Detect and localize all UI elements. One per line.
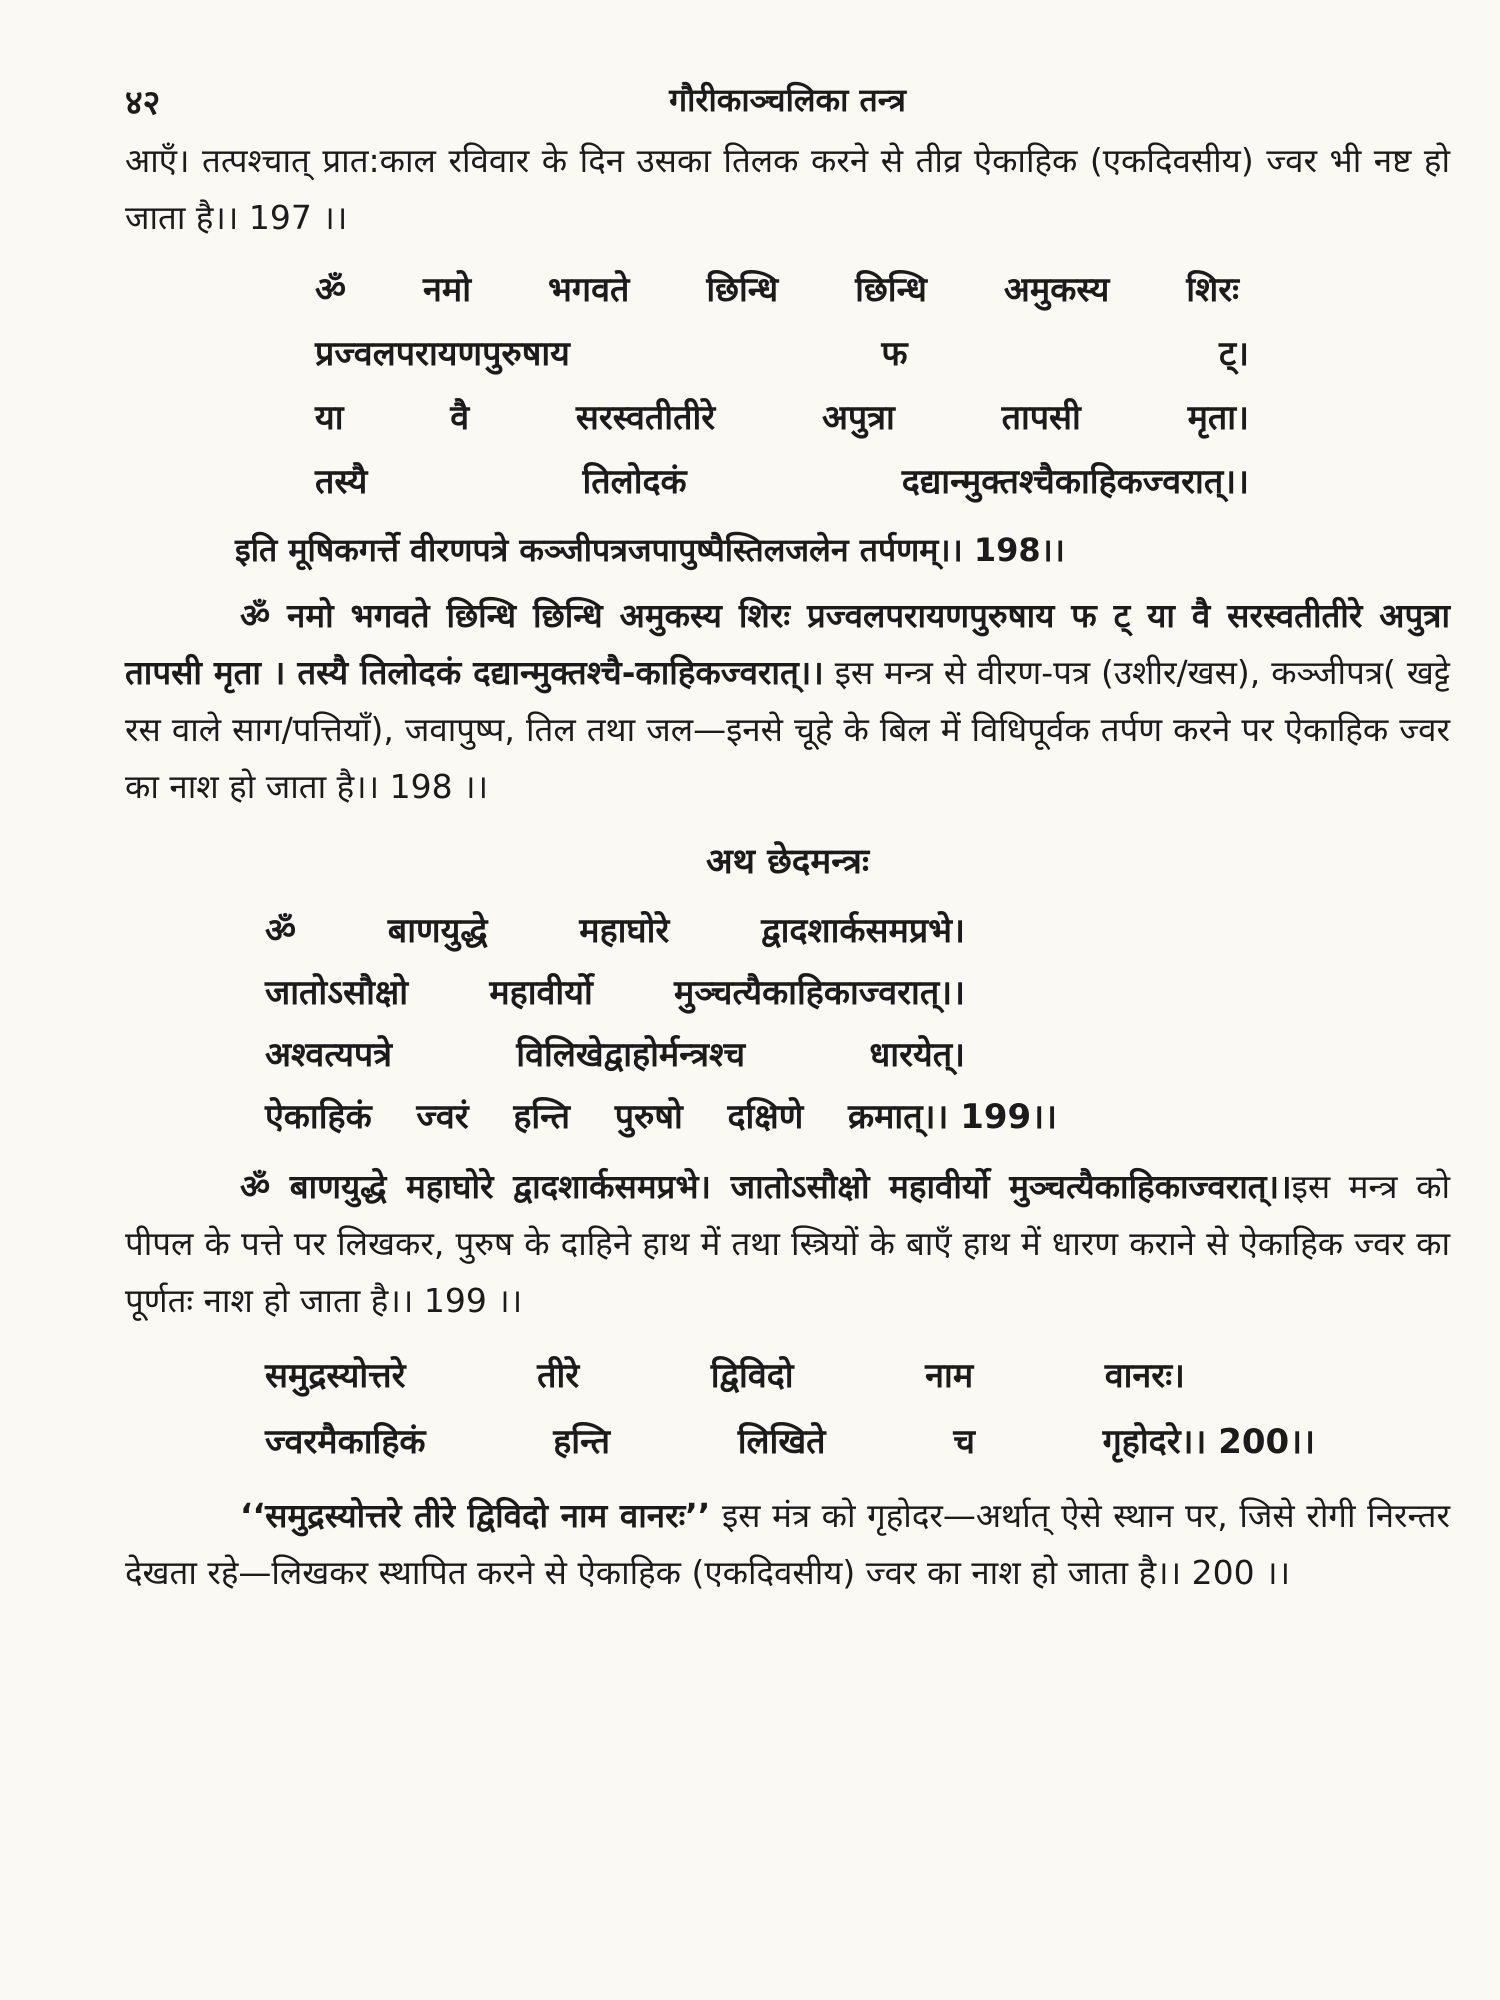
verse-block-2 (125, 900, 1450, 1148)
page-header (125, 78, 1450, 130)
verse-word: द्विविदो (710, 1356, 794, 1396)
page-number: ४२ (125, 83, 161, 123)
verse-word: क्रमात्।। 199।। (847, 1097, 1057, 1137)
verse-word: विलिखेद्वाहोर्मन्त्रश्च (516, 1035, 746, 1075)
paragraph-199 (125, 1158, 1450, 1329)
verse-block-1 (125, 258, 1450, 514)
verse-word: फ (881, 334, 908, 374)
verse-word: समुद्रस्योत्तरे (265, 1356, 406, 1396)
verse-word: तापसी (1001, 398, 1081, 438)
verse-word: पुरुषो (614, 1097, 683, 1137)
verse-1-line-1 (315, 258, 1239, 322)
verse-word: धारयेत्। (869, 1035, 965, 1075)
verse-word: जातोऽसौक्षो (265, 973, 409, 1013)
verse-word: तीरे (537, 1356, 580, 1396)
verse-word: सरस्वतीतीरे (575, 398, 716, 438)
verse-word: भगवते (548, 270, 630, 310)
verse-3-line-1 (265, 1343, 1185, 1409)
verse-word: च (953, 1422, 975, 1462)
verse-word: शिरः (1186, 270, 1239, 310)
verse-word: छिन्धि (855, 270, 927, 310)
verse-2-line-3 (265, 1024, 965, 1086)
verse-word: अपुत्रा (821, 398, 895, 438)
mantra-text: ‘‘समुद्रस्योत्तरे तीरे द्विविदो नाम वानरः’’ (240, 1496, 711, 1535)
verse-2-line-1 (265, 900, 965, 962)
verse-word: या (315, 398, 344, 438)
running-title: गौरीकाञ्चलिका तन्त्र (669, 81, 906, 119)
verse-word: अश्वत्यपत्रे (265, 1035, 392, 1075)
verse-word: नमो (423, 270, 472, 310)
verse-word: ऐकाहिकं (265, 1097, 372, 1137)
verse-word: लिखिते (737, 1422, 826, 1462)
verse-word: ज्वरमैकाहिकं (265, 1422, 426, 1462)
book-page (125, 78, 1450, 1601)
mantra-text: ॐ बाणयुद्धे महाघोरे द्वादशार्कसमप्रभे। जातोऽसौक्षो महावीर्यो मुञ्चत्यैकाहिकाज्वरात्।। (240, 1167, 1292, 1206)
verse-word: नाम (925, 1356, 974, 1396)
verse-word: दद्यान्मुक्तश्चैकाहिकज्वरात्।। (901, 462, 1249, 502)
verse-3-line-2 (265, 1409, 1315, 1475)
verse-1-line-2 (315, 322, 1249, 386)
verse-word: वानरः। (1104, 1356, 1185, 1396)
verse-word: ज्वरं (416, 1097, 469, 1137)
paragraph-197: आएँ। तत्पश्चात् प्रात:काल रविवार के दिन उसका तिलक करने से तीव्र ऐकाहिक (एकदिवसीय) ज्वर भी नष्ट हो जाता है।। 197 ।। (125, 141, 1450, 237)
verse-word: द्वादशार्कसमप्रभे। (761, 911, 965, 951)
verse-word: अमुकस्य (1003, 270, 1110, 310)
verse-word: ॐ (315, 270, 347, 310)
verse-1-line-3 (315, 386, 1249, 450)
verse-block-3 (125, 1343, 1450, 1475)
verse-word: हन्ति (513, 1097, 571, 1137)
paragraph-text: इस मन्त्र से वीरण-पत्र (उशीर/खस), कञ्जीपत्र( खट्टे रस वाले साग/पत्तियाँ), जवापुष्प, तिल तथा जल—इनसे चूहे के बिल में विधिपूर्वक तर्पण करने पर ऐकाहिक ज्वर का नाश हो जाता है।। 198 ।। (125, 653, 1450, 806)
verse-word: छिन्धि (706, 270, 779, 310)
verse-word: महावीर्यो (489, 973, 593, 1013)
paragraph-198 (125, 587, 1450, 815)
verse-word: दक्षिणे (727, 1097, 804, 1137)
verse-2-line-4 (265, 1086, 1057, 1148)
verse-2-line-2 (265, 962, 965, 1024)
verse-word: गृहोदरे।। 200।। (1102, 1422, 1315, 1462)
verse-word: महाघोरे (579, 911, 670, 951)
verse-word: तस्यै (315, 462, 368, 502)
verse-word: हन्ति (553, 1422, 610, 1462)
verse-word: मृता। (1187, 398, 1249, 438)
paragraph-text: इस मंत्र को गृहोदर—अर्थात् ऐसे स्थान पर, जिसे रोगी निरन्तर देखता रहे—लिखकर स्थापित करने से ऐकाहिक (एकदिवसीय) ज्वर का नाश हो जाता है।। 200 ।। (125, 1496, 1450, 1592)
verse-word: ॐ (265, 911, 297, 951)
verse-word: ट्। (1218, 334, 1249, 374)
mantra-text: ॐ नमो भगवते छिन्धि छिन्धि अमुकस्य शिरः प्रज्वलपरायणपुरुषाय फ ट् या वै सरस्वतीतीरे अपुत्रा तापसी मृता । तस्यै तिलोदकं दद्यान्मुक्तश्चै-काहिकज्वरात्।। (125, 596, 1450, 692)
verse-word: तिलोदकं (582, 462, 687, 502)
iti-line-198: इति मूषिकगर्त्ते वीरणपत्रे कञ्जीपत्रजपापुष्पैस्तिलजलेन तर्पणम्।। 198।। (235, 531, 1065, 569)
section-heading: अथ छेदमन्त्रः (705, 842, 870, 882)
verse-word: बाणयुद्धे (387, 911, 488, 951)
paragraph-text: इस मन्त्र को पीपल के पत्ते पर लिखकर, पुरुष के दाहिने हाथ में तथा स्त्रियों के बाएँ हाथ में धारण कराने से ऐकाहिक ज्वर का पूर्णतः नाश हो जाता है।। 199 ।। (125, 1167, 1451, 1320)
verse-word: प्रज्वलपरायणपुरुषाय (315, 334, 570, 374)
verse-word: वै (450, 398, 470, 438)
verse-1-line-4 (315, 450, 1249, 514)
verse-word: मुञ्चत्यैकाहिकाज्वरात्।। (674, 973, 965, 1013)
paragraph-200 (125, 1487, 1450, 1601)
